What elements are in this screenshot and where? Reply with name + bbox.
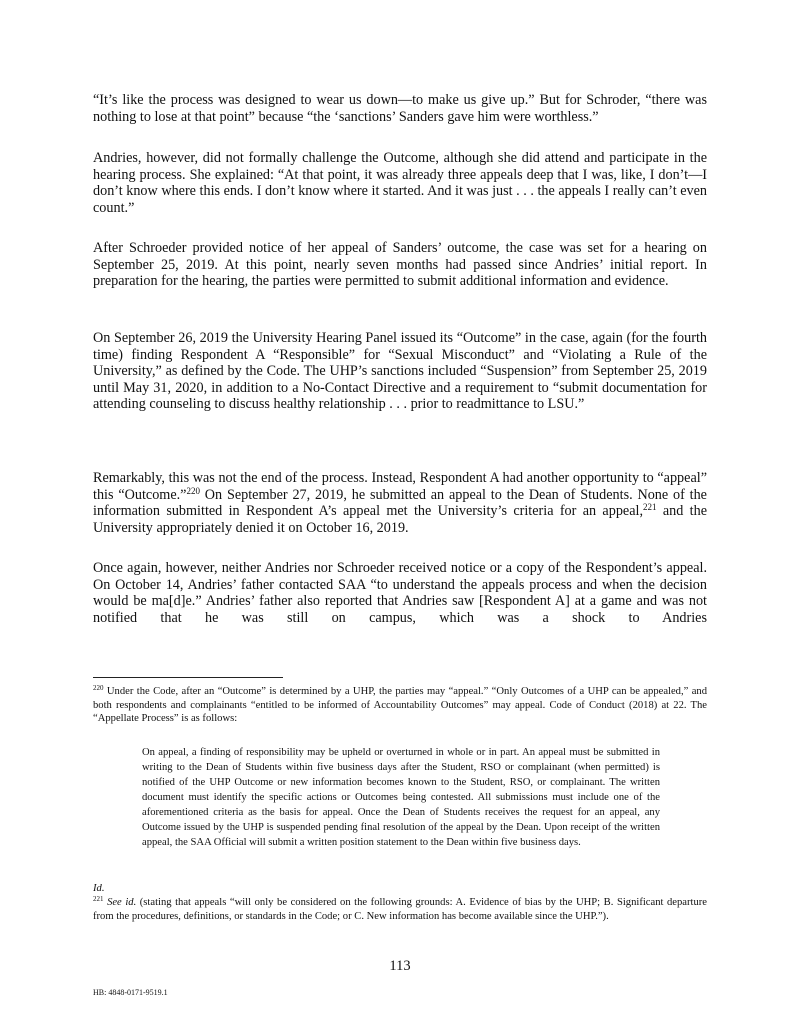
paragraph-3: After Schroeder provided notice of her appeal of Sanders’ outcome, the case was set for a hearing on September 25, 2019. At this point, nearly seven months had passed since Andries’ initial report. In preparation for the hearing, the parties were permitted to submit additional information and evidence. <box>93 240 707 290</box>
document-id: HB: 4848-0171-9519.1 <box>93 988 168 997</box>
paragraph-1: “It’s like the process was designed to wear us down—to make us give up.” But for Schroder, “there was nothing to lose at that point” because “the ‘sanctions’ Sanders gave him were worthless.” <box>93 92 707 125</box>
paragraph-5-text-a: Remarkably, this was not the end of the process. Instead, Respondent A had another opportunity to “appeal” this “Outcome.” <box>93 470 707 503</box>
footnote-221-see-id: See id. <box>107 897 137 908</box>
footnote-ref-220[interactable]: 220 <box>186 485 200 496</box>
footnote-221 <box>93 896 707 923</box>
paragraph-2: Andries, however, did not formally challenge the Outcome, although she did attend and participate in the hearing process. She explained: “At that point, it was already three appeals deep that I was, like, I don’t—I don’t know where this ends. I don’t know where it started. And it was just . . . the appeals I really can’t even count.” <box>93 150 707 216</box>
footnote-220-text: Under the Code, after an “Outcome” is determined by a UHP, the parties may “appeal.” “Only Outcomes of a UHP can be appealed,” and both respondents and complainants “entitled to be informed of Accountability Outcomes” may appeal. Code of Conduct (2018) at 22. The “Appellate Process” is as follows: <box>93 686 707 725</box>
footnote-220-number: 220 <box>93 684 104 692</box>
paragraph-4: On September 26, 2019 the University Hearing Panel issued its “Outcome” in the case, again (for the fourth time) finding Respondent A “Responsible” for “Sexual Misconduct” and “Violating a Rule of the University,” as defined by the Code. The UHP’s sanctions included “Suspension” from September 25, 2019 until May 31, 2020, in addition to a No-Contact Directive and a requirement to “submit documentation for attending counseling to discuss healthy relationship . . . prior to readmittance to LSU.” <box>93 330 707 413</box>
footnote-221-text: (stating that appeals “will only be considered on the following grounds: A. Evidence of bias by the UHP; B. Significant departure from the procedures, definitions, or standards in the Code; or C. New information has become available since the UHP.”). <box>93 897 707 922</box>
id-cite: Id. <box>93 883 105 894</box>
footnote-220-id-cite <box>93 882 707 896</box>
paragraph-5-text-b: On September 27, 2019, he submitted an appeal to the Dean of Students. None of the information submitted in Respondent A’s appeal met the University’s criteria for an appeal, <box>93 486 707 520</box>
page-number: 113 <box>389 958 411 974</box>
paragraph-6: Once again, however, neither Andries nor Schroeder received notice or a copy of the Respondent’s appeal. On October 14, Andries’ father contacted SAA “to understand the appeals process and when the decision would be ma[d]e.” Andries’ father also reported that Andries saw [Respondent A] at a game and was not notified that he was still on campus, which was a shock to Andries <box>93 560 707 626</box>
footnote-ref-221[interactable]: 221 <box>643 502 657 513</box>
paragraph-5 <box>93 470 707 536</box>
footnote-220 <box>93 685 707 726</box>
footnote-220-blockquote: On appeal, a finding of responsibility may be upheld or overturned in whole or in part. An appeal must be submitted in writing to the Dean of Students within five business days after the Student, RSO or complainant (when permitted) is notified of the UHP Outcome or new information becomes known to the Student, RSO, or complainant. The written document must identify the specific actions or Outcomes being contested. All submissions must include one of the aforementioned criteria as the basis for appeal. Once the Dean of Students receives the request for an appeal, any Outcome issued by the UHP is suspended pending final resolution of the appeal by the Dean. Upon receipt of the written appeal, the SAA Official will submit a written position statement to the Dean within five business days. <box>142 747 660 848</box>
paragraph-5-text-c: and the University appropriately denied it on October 16, 2019. <box>93 503 707 536</box>
footnote-221-number: 221 <box>93 895 104 903</box>
footnote-separator <box>93 677 283 678</box>
